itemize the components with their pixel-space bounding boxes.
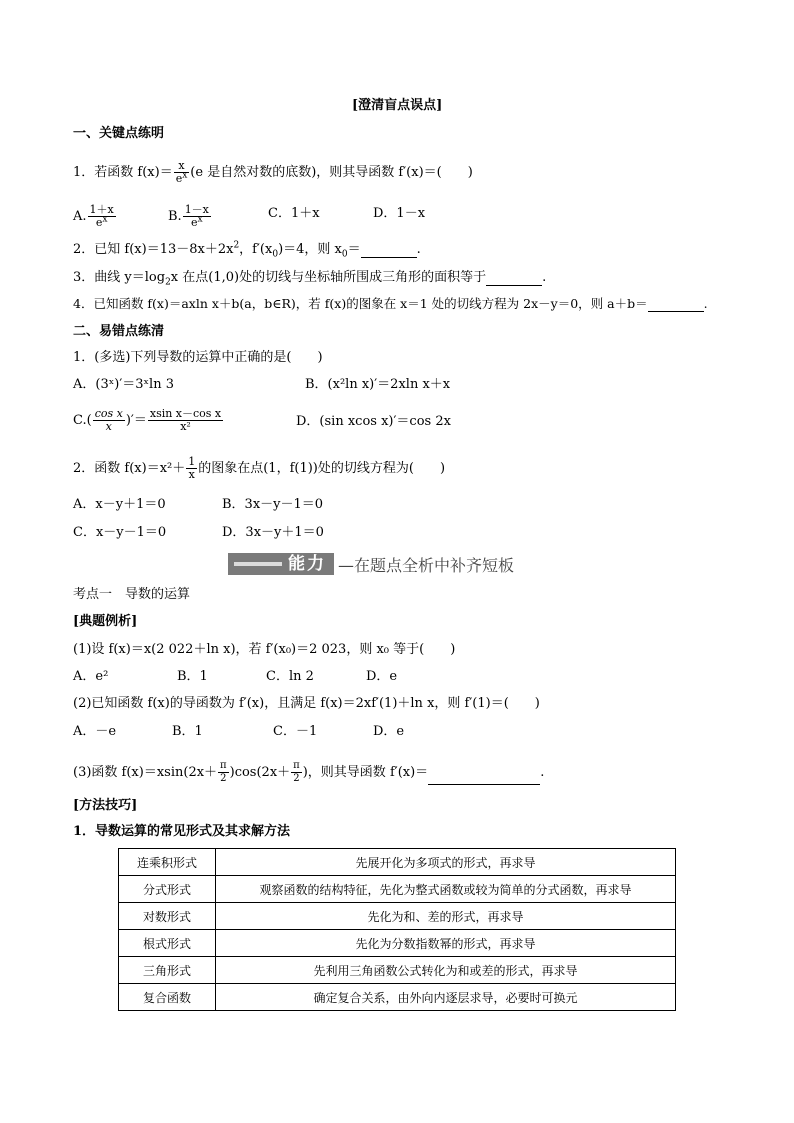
s1-q1-option-a: [73, 204, 117, 229]
s1-q1-option-b: [168, 204, 212, 229]
banner-tag: 能力: [288, 553, 334, 575]
s1-q3-text-b: x 在点(1,0)处的切线与坐标轴所围成三角形的面积等于: [170, 270, 487, 285]
s1-q1-frac-den: e: [175, 172, 183, 185]
s1-q3: [73, 270, 546, 286]
s1-q3-sub: 2: [165, 277, 171, 288]
table-cell-form: 三角形式: [119, 957, 216, 984]
table-row: [119, 930, 676, 957]
example2-stem: (2)已知函数 f(x)的导函数为 f′(x)，且满足 f(x)＝2xf′(1)＋ln x，则 f′(1)＝( ): [73, 696, 540, 711]
s1-q1-fraction: [174, 160, 190, 185]
s2-q2-suffix: 的图象在点(1，f(1))处的切线方程为( ): [198, 461, 446, 476]
example1-option-a: A．e²: [73, 669, 109, 684]
s1-q1-opta-sup: x: [102, 214, 108, 225]
s1-q1-optb-frac: [183, 204, 211, 229]
example1-stem: (1)设 f(x)＝x(2 022＋ln x)，若 f′(x₀)＝2 023，则 x₀ 等于( ): [73, 642, 456, 657]
table-cell-form: 分式形式: [119, 876, 216, 903]
s1-q2-sub2: 0: [341, 249, 348, 260]
table-cell-method: 先化为和、差的形式，再求导: [216, 903, 676, 930]
example3-frac1-num: π: [220, 760, 227, 771]
table-cell-method: 先展开化为多项式的形式，再求导: [216, 849, 676, 876]
table-cell-method: 先利用三角函数公式转化为和或差的形式，再求导: [216, 957, 676, 984]
s1-q1-option-c: C．1＋x: [268, 206, 320, 221]
table-cell-form: 根式形式: [119, 930, 216, 957]
s1-q4-answer-blank[interactable]: [648, 299, 704, 312]
s1-q2-end: .: [416, 242, 421, 257]
example3-text-a: (3)函数 f(x)＝xsin(2x＋: [73, 765, 218, 780]
s2-q2-stem: [73, 456, 445, 481]
table-cell-form: 复合函数: [119, 984, 216, 1011]
example3-frac1-den: 2: [220, 773, 227, 784]
s2-q1-optc-frac-left: [93, 408, 125, 433]
s1-q1-opta-frac: [88, 204, 116, 229]
s2-q2-frac-den: x: [188, 468, 195, 481]
s1-q1-suffix: (e 是自然对数的底数)，则其导函数 f′(x)＝( ): [190, 165, 473, 180]
banner-subtitle: —在题点全析中补齐短板: [338, 555, 515, 575]
s1-q1-stem: [73, 160, 473, 185]
s2-q2-option-b: B．3x－y－1＝0: [222, 497, 324, 512]
table-cell-method: 先化为分数指数幂的形式，再求导: [216, 930, 676, 957]
section2-heading: 二、易错点练清: [73, 324, 165, 339]
s2-q1-optc-den: x: [105, 420, 112, 433]
s1-q2-text-a: 2．已知 f(x)＝13－8x＋2x: [73, 242, 234, 257]
s2-q1-optc-mid: )′＝: [125, 413, 147, 428]
method-table: [118, 848, 676, 1011]
table-row: [119, 849, 676, 876]
example3-frac2-num: π: [293, 760, 300, 771]
s1-q4-text: 4．已知函数 f(x)＝axln x＋b(a，b∈R)，若 f(x)的图象在 x＝1 处的切线方程为 2x－y＝0，则 a＋b＝: [73, 296, 648, 311]
table-row: [119, 957, 676, 984]
s1-q2-sup: 2: [233, 240, 240, 251]
table-row: [119, 876, 676, 903]
s2-q1-optc-rnum: xsin x－cos x: [149, 407, 222, 420]
table-cell-form: 对数形式: [119, 903, 216, 930]
banner-decoration: [228, 553, 288, 575]
s1-q2-sub: 0: [272, 249, 279, 260]
kaodian-heading: 考点一 导数的运算: [73, 587, 191, 602]
s1-q3-end: .: [542, 270, 547, 285]
section1-heading: 一、关键点练明: [73, 126, 165, 141]
s1-q2-text-b: ，f′(x: [239, 242, 273, 257]
s1-q1-optb-den: e: [190, 216, 198, 229]
s2-q1-optc-rden: x²: [180, 420, 191, 433]
section-title: [澄清盲点误点]: [352, 98, 443, 113]
example1-option-c: C．ln 2: [266, 669, 314, 684]
s2-q2-prefix: 2．函数 f(x)＝x²＋: [73, 461, 186, 476]
s1-q1-optb-label: B.: [168, 209, 182, 224]
example2-option-d: D．e: [373, 724, 405, 739]
s2-q1-option-d: D．(sin xcos x)′＝cos 2x: [296, 414, 451, 429]
s2-q1-optc-label: C.(: [73, 413, 92, 428]
s2-q2-frac-num: 1: [188, 455, 196, 468]
ability-banner: [228, 552, 514, 576]
s2-q1-stem: 1．(多选)下列导数的运算中正确的是( ): [73, 350, 323, 365]
table-cell-form: 连乘积形式: [119, 849, 216, 876]
s2-q1-optc-frac-right: [148, 408, 223, 433]
example1-option-d: D．e: [366, 669, 398, 684]
s2-q1-optc-num: cos x: [94, 407, 123, 420]
s2-q2-option-d: D．3x－y＋1＝0: [222, 525, 324, 540]
s2-q1-option-b: B．(x²ln x)′＝2xln x＋x: [305, 377, 451, 392]
s2-q1-option-a: A．(3ˣ)′＝3ˣln 3: [73, 377, 174, 392]
example3-end: .: [540, 765, 545, 780]
s2-q1-option-c: [73, 408, 224, 433]
example3-frac-2: [291, 760, 302, 785]
s1-q2-text-c: )＝4，则 x: [278, 242, 342, 257]
s1-q3-answer-blank[interactable]: [486, 273, 542, 286]
s1-q4: [73, 296, 708, 312]
s1-q1-optb-num: 1－x: [184, 203, 209, 216]
s1-q1-opta-label: A.: [73, 209, 87, 224]
example3-text-b: )cos(2x＋: [229, 765, 291, 780]
table-cell-method: 确定复合关系，由外向内逐层求导，必要时可换元: [216, 984, 676, 1011]
example3-frac-1: [218, 760, 229, 785]
method-subheading: 1．导数运算的常见形式及其求解方法: [73, 824, 291, 839]
s1-q1-opta-num: 1＋x: [89, 203, 114, 216]
example3-text-c: )，则其导函数 f′(x)＝: [302, 765, 429, 780]
s2-q2-option-a: A．x－y＋1＝0: [73, 497, 166, 512]
s1-q1-optb-sup: x: [197, 214, 203, 225]
s1-q2-answer-blank[interactable]: [361, 245, 417, 258]
example3-stem: [73, 760, 544, 785]
example2-option-b: B．1: [172, 724, 203, 739]
example3-frac2-den: 2: [293, 773, 300, 784]
example1-option-b: B．1: [177, 669, 208, 684]
table-row: [119, 903, 676, 930]
s1-q1-frac-den-sup: x: [182, 170, 188, 181]
method-heading: [方法技巧]: [73, 798, 138, 813]
s1-q3-text-a: 3．曲线 y＝log: [73, 270, 166, 285]
s1-q2-text-d: ＝: [347, 242, 361, 257]
s1-q4-end: .: [703, 296, 708, 311]
example2-option-c: C．－1: [273, 724, 318, 739]
s2-q2-option-c: C．x－y－1＝0: [73, 525, 167, 540]
example3-answer-blank[interactable]: [428, 772, 540, 785]
table-row: [119, 984, 676, 1011]
s2-q2-frac: [186, 456, 197, 481]
table-cell-method: 观察函数的结构特征，先化为整式函数或较为简单的分式函数，再求导: [216, 876, 676, 903]
example-heading: [典题例析]: [73, 614, 138, 629]
s1-q1-frac-num: x: [174, 160, 190, 173]
s1-q2: [73, 242, 421, 258]
s1-q1-prefix: 1．若函数 f(x)＝: [73, 165, 173, 180]
example2-option-a: A．－e: [73, 724, 117, 739]
s1-q1-opta-den: e: [95, 216, 103, 229]
s1-q1-option-d: D．1－x: [373, 206, 426, 221]
